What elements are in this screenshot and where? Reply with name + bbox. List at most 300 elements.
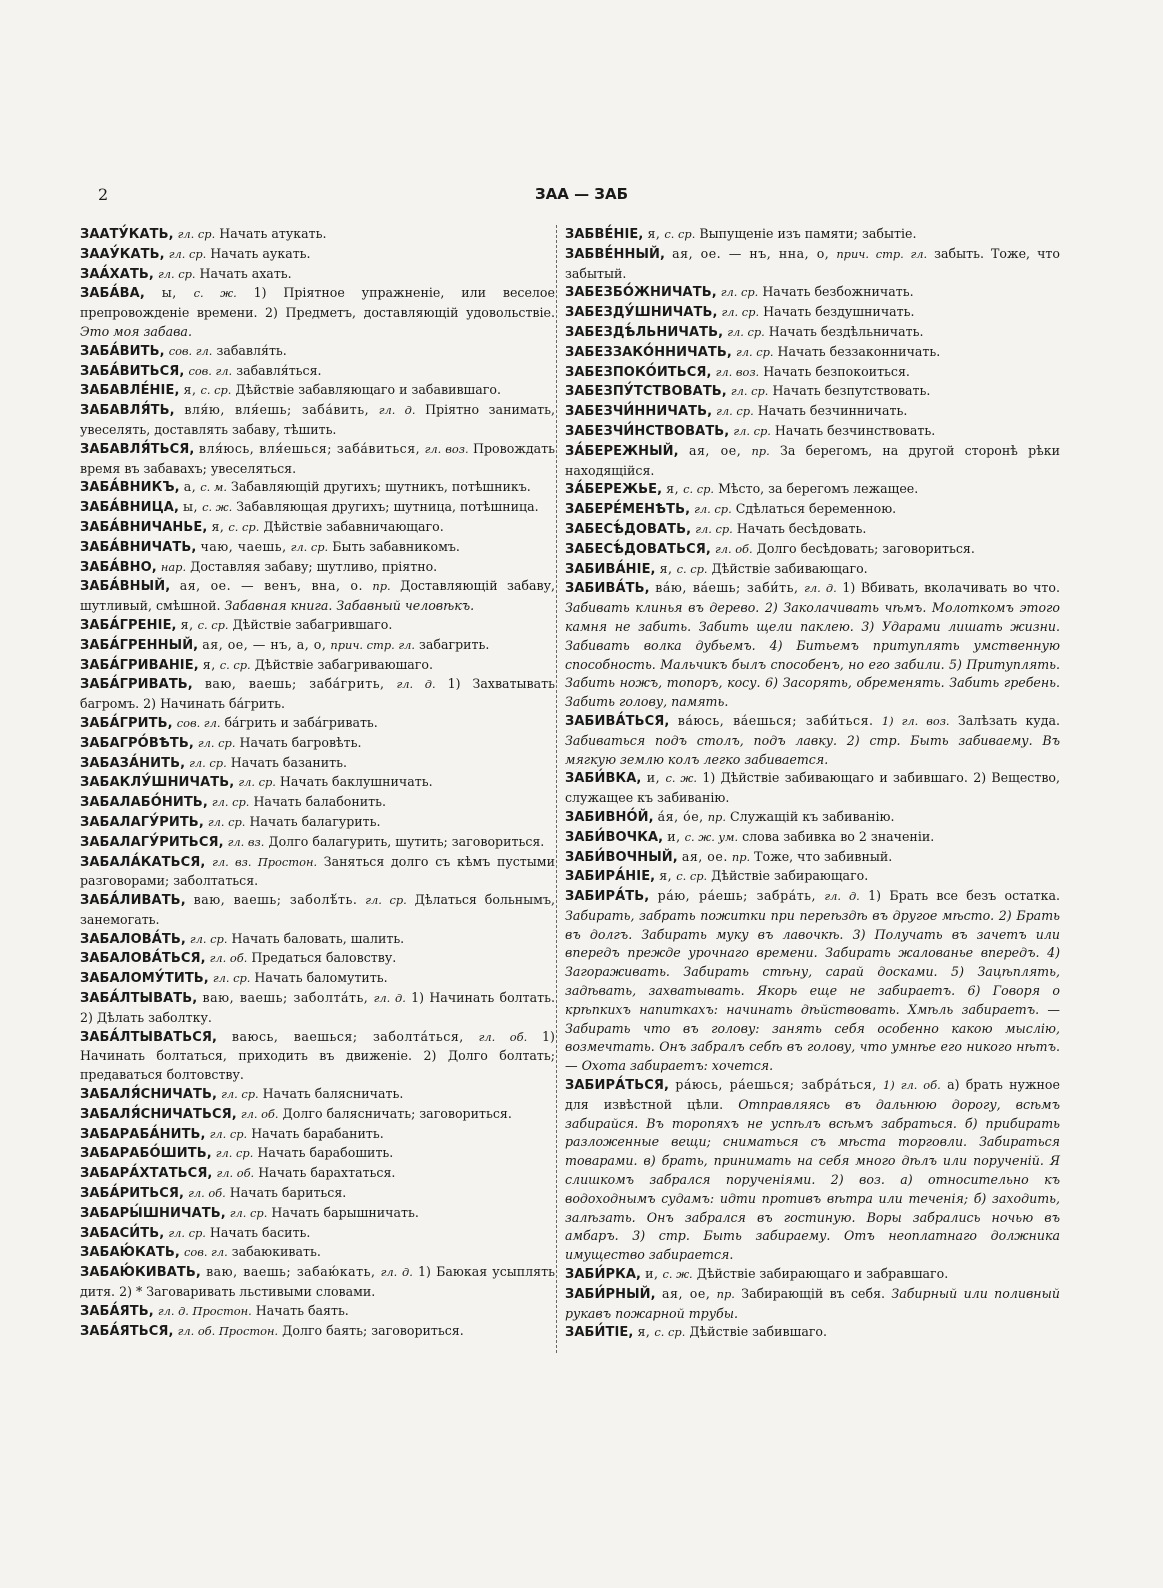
- headword: ЗАБАЛА́КАТЬСЯ,: [80, 854, 206, 870]
- grammar-label: гл. ср.: [189, 755, 227, 770]
- grammar-label: гл. ср.: [238, 775, 276, 790]
- headword: ЗАБА́ГРИТЬ,: [80, 715, 173, 731]
- dictionary-entry: [80, 245, 555, 265]
- headword: ЗАБИРА́ТЬСЯ,: [565, 1078, 670, 1094]
- dictionary-entry: [565, 769, 1060, 808]
- headword: ЗАБА́ВИТЬ,: [80, 343, 165, 359]
- dictionary-entry: [80, 1224, 555, 1244]
- grammar-label: 1) гл. воз.: [881, 713, 950, 728]
- grammar-label: гл. д.: [804, 581, 837, 596]
- headword: ЗАБАЛАГУ́РИТЬ,: [80, 814, 204, 830]
- headword: ЗАБЕРЕ́МЕНѢТЬ,: [565, 502, 691, 518]
- headword: ЗАБАГРО́ВѢТЬ,: [80, 735, 194, 751]
- definition: Начать бариться.: [229, 1185, 347, 1201]
- grammar-label: с. ср.: [219, 657, 251, 672]
- grammar-label: сов. гл.: [176, 715, 221, 730]
- definition: а) брать нужное для извѣстной цѣли.: [565, 1077, 1060, 1112]
- grammar-label: гл. д.: [380, 1265, 413, 1280]
- definition: 1) Брать все безъ остатка.: [868, 888, 1061, 904]
- headword: ЗАБА́ЛТЫВАТЬ,: [80, 991, 198, 1007]
- grammar-label: гл. ср.: [720, 285, 759, 300]
- definition: Провождать время въ забавахъ; увеселяться.: [80, 440, 555, 476]
- headword: ЗАБА́РИТЬСЯ,: [80, 1186, 185, 1202]
- dictionary-entry: [80, 498, 555, 518]
- dictionary-entry: [565, 828, 1060, 848]
- headword: ЗАБАРА́ХТАТЬСЯ,: [80, 1166, 213, 1182]
- grammar-label: гл. ср.: [694, 502, 732, 517]
- dictionary-entry: [80, 1164, 555, 1184]
- definition: 1) Начинать болтать. 2) Дѣлать заболтку.: [80, 990, 555, 1025]
- headword: ЗАБЕЗДУ́ШНИЧАТЬ,: [565, 305, 718, 321]
- definition: забыть. Тоже, что забытый.: [565, 245, 1060, 281]
- headword: ЗАБЕЗПУ́ТСТВОВАТЬ,: [565, 384, 727, 400]
- inflection: я,: [637, 1324, 651, 1340]
- inflection: я,: [666, 481, 680, 497]
- grammar-label: гл. воз.: [715, 364, 760, 379]
- dictionary-entry: [565, 363, 1060, 383]
- inflection: ая, ое, — нъ, а, о,: [202, 636, 327, 652]
- definition: Начать баломутить.: [254, 970, 388, 986]
- definition: Долго балагурить, шутить; заговориться.: [268, 833, 545, 849]
- inflection: я,: [659, 868, 673, 884]
- grammar-label: с. ср.: [228, 519, 260, 534]
- headword: ЗАБЕЗДѢ́ЛЬНИЧАТЬ,: [565, 324, 724, 340]
- inflection: ая, ое,: [688, 442, 742, 458]
- inflection: я,: [647, 226, 661, 241]
- example: Забавная книга. Забавный человѣкъ.: [224, 598, 475, 614]
- dictionary-entry: [565, 560, 1060, 580]
- definition: Сдѣлаться беременною.: [735, 501, 897, 517]
- definition: Дѣйствіе забавничающаго.: [263, 518, 444, 534]
- definition: Начать баклушничать.: [279, 774, 433, 790]
- definition: 1) Захватывать багромъ. 2) Начинать ба́грить.: [80, 676, 555, 712]
- dictionary-entry: [80, 265, 555, 285]
- dictionary-entry: [565, 303, 1060, 323]
- inflection: а́я, о́е,: [657, 808, 704, 824]
- headword: ЗАБАРЫ́ШНИЧАТЬ,: [80, 1205, 226, 1221]
- dictionary-entry: [80, 440, 555, 479]
- dictionary-entry: [80, 1302, 555, 1322]
- headword: ЗАБИВНО́Й,: [565, 809, 654, 825]
- dictionary-entry: [565, 245, 1060, 284]
- definition: Дѣйствіе забивающаго.: [711, 560, 868, 576]
- headword: ЗАБАВЛЯ́ТЬ,: [80, 403, 175, 419]
- definition: Начать барахтаться.: [258, 1165, 396, 1181]
- dictionary-entry: [80, 1144, 555, 1164]
- grammar-label: гл. вз.: [227, 834, 265, 849]
- grammar-label: гл. д.: [373, 991, 406, 1006]
- headword: ЗАБАЛОВА́ТЬСЯ,: [80, 951, 206, 967]
- definition: Начать барышничать.: [271, 1204, 419, 1220]
- page-number: 2: [98, 185, 109, 204]
- dictionary-entry: [80, 656, 555, 676]
- dictionary-entry: [565, 1265, 1060, 1285]
- dictionary-entry: [80, 381, 555, 401]
- headword: ЗАБИ́ТІЕ,: [565, 1325, 634, 1341]
- grammar-label: с. ж.: [193, 286, 237, 301]
- grammar-label: с. ж. ум.: [684, 829, 739, 844]
- headword: ЗАБАКЛУ́ШНИЧАТЬ,: [80, 775, 235, 791]
- definition: Начать балясничать.: [262, 1086, 404, 1102]
- grammar-label: прич. стр. гл.: [330, 637, 416, 652]
- headword: ЗАБИРА́НІЕ,: [565, 869, 656, 885]
- headword: ЗАБА́ВНЫЙ,: [80, 579, 171, 595]
- dictionary-entry: [80, 930, 555, 950]
- inflection: ы,: [161, 285, 177, 301]
- dictionary-entry: [565, 1323, 1060, 1343]
- dictionary-entry: [565, 867, 1060, 887]
- dictionary-entry: [80, 401, 555, 440]
- grammar-label: пр.: [731, 849, 751, 864]
- inflection: я,: [211, 518, 225, 534]
- definition: Долго балясничать; заговориться.: [282, 1105, 512, 1121]
- dictionary-entry: [565, 323, 1060, 343]
- example: Это моя забава.: [80, 323, 192, 339]
- inflection: ваю, ваешь; забаю́кать,: [206, 1264, 376, 1280]
- grammar-label: с. ср.: [683, 482, 715, 497]
- grammar-label: гл. ср.: [168, 246, 207, 261]
- grammar-label: гл. ср.: [157, 266, 196, 281]
- grammar-label: гл. ср.: [212, 971, 251, 986]
- grammar-label: гл. ср.: [207, 814, 246, 829]
- definition: Забавляющая другихъ; шутница, потѣшница.: [236, 499, 539, 515]
- definition: Начать безчинничать.: [757, 403, 908, 419]
- headword: ЗАБА́ВНИКЪ,: [80, 480, 180, 496]
- headword: ЗАБА́ГРЕНІЕ,: [80, 617, 177, 633]
- dictionary-entry: [565, 422, 1060, 442]
- grammar-label: пр.: [707, 809, 726, 824]
- page-header: [0, 185, 1163, 209]
- inflection: ва́юсь, ва́ешься; заби́ться.: [677, 712, 874, 728]
- definition: Мѣсто, за берегомъ лежащее.: [718, 481, 919, 497]
- headword: ЗАБИ́РНЫЙ,: [565, 1286, 656, 1302]
- dictionary-entry: [565, 540, 1060, 560]
- dictionary-entry: [80, 636, 555, 656]
- headword: ЗАБА́ГРЕННЫЙ,: [80, 637, 199, 653]
- dictionary-entry: [565, 283, 1060, 303]
- definition: Забавляющій другихъ; шутникъ, потѣшникъ.: [230, 479, 531, 495]
- headword: ЗАБАЛАБО́НИТЬ,: [80, 795, 208, 811]
- definition: 1) Баюкая усыплять дитя. 2) * Заговаривать льстивыми словами.: [80, 1264, 555, 1300]
- definition: Начать балабонить.: [253, 794, 386, 810]
- grammar-label: с. ср.: [664, 227, 696, 241]
- dictionary-entry: [565, 343, 1060, 363]
- dictionary-entry: [565, 712, 1060, 769]
- headword: ЗАБАРАБО́ШИТЬ,: [80, 1146, 212, 1162]
- grammar-label: нар.: [160, 559, 187, 574]
- grammar-label: гл. ср.: [721, 305, 760, 320]
- headword: ЗАБА́ЯТЬСЯ,: [80, 1323, 174, 1339]
- headword: ЗАБИ́ВОЧКА,: [565, 829, 664, 845]
- grammar-label: 1) гл. об.: [883, 1078, 941, 1093]
- definition: 1) Дѣйствіе забивающаго и забившаго. 2) Вещество, служащее къ забиванію.: [565, 770, 1060, 806]
- dictionary-entry: [80, 1322, 555, 1342]
- grammar-label: с. ср.: [676, 869, 708, 884]
- running-head: ЗАА — ЗАБ: [534, 185, 629, 203]
- dictionary-entry: [80, 225, 555, 245]
- definition: Дѣлаться больнымъ, занемогать.: [80, 892, 555, 927]
- definition: Предаться баловству.: [251, 950, 397, 966]
- definition: Заняться долго съ кѣмъ пустыми разговорами; заболтаться.: [80, 853, 555, 889]
- grammar-label: гл. вз. Простон.: [212, 854, 318, 869]
- grammar-label: гл. ср.: [229, 1205, 268, 1220]
- inflection: ра́ю, ра́ешь; забра́ть,: [657, 888, 817, 904]
- definition: Начать басить.: [209, 1224, 311, 1240]
- definition: слова забивка во 2 значеніи.: [742, 828, 935, 844]
- inflection: и,: [667, 828, 681, 844]
- grammar-label: с. ср.: [654, 1325, 686, 1340]
- dictionary-entry: [80, 1204, 555, 1224]
- inflection: ваю, ваешь; заба́грить,: [204, 676, 385, 692]
- headword: ЗАБАВЛЯ́ТЬСЯ,: [80, 441, 195, 457]
- grammar-label: сов. гл.: [183, 1245, 228, 1260]
- headword: ЗАБАВЛЕ́НІЕ,: [80, 383, 180, 399]
- headword: ЗАБА́ВНИЧАТЬ,: [80, 539, 197, 555]
- dictionary-entry: [80, 538, 555, 558]
- grammar-label: гл. ср.: [716, 404, 754, 419]
- dictionary-entry: [565, 480, 1060, 500]
- dictionary-entry: [565, 402, 1060, 422]
- grammar-label: гл. д.: [378, 403, 416, 418]
- dictionary-entry: [80, 989, 555, 1028]
- headword: ЗАБЕСѢ́ДОВАТЬ,: [565, 521, 692, 537]
- example: Забивать клинья въ дерево. 2) Заколачивать чѣмъ. Молоткомъ этого камня не забить. Забить щели паклею. 3) Ударами лишать жизни. Забивать волка дубьемъ. 4) Битьемъ притуплять умственную способность. Мальчикъ былъ способенъ, но его забили. 5) Притуплять. Забить ножъ, топоръ, косу. 6) Засорять, обременять. Забить гребень. Забить голову, память.: [565, 600, 1060, 710]
- inflection: ваю, ваешь; заболта́ть,: [202, 990, 369, 1006]
- grammar-label: гл. д. Простон.: [157, 1303, 252, 1318]
- grammar-label: сов. гл.: [168, 343, 213, 358]
- inflection: ра́юсь, ра́ешься; забра́ться,: [675, 1077, 877, 1093]
- grammar-label: с. м.: [200, 480, 227, 495]
- headword: ЗАБАЛОВА́ТЬ,: [80, 931, 186, 947]
- inflection: я,: [180, 616, 194, 632]
- dictionary-entry: [80, 1263, 555, 1302]
- headword: ЗАБЕСѢ́ДОВАТЬСЯ,: [565, 541, 711, 557]
- definition: забавля́ться.: [236, 362, 322, 378]
- dictionary-entry: [80, 773, 555, 793]
- grammar-label: гл. ср.: [215, 1146, 254, 1161]
- definition: Начать базанить.: [230, 754, 347, 770]
- definition: Начать барабошить.: [257, 1145, 394, 1161]
- dictionary-entry: [565, 500, 1060, 520]
- headword: ЗАБИВА́НІЕ,: [565, 561, 656, 577]
- definition: Пріятно занимать, увеселять, доставлять забаву, тѣшить.: [80, 402, 555, 437]
- headword: ЗАБВЕ́ННЫЙ,: [565, 246, 666, 262]
- dictionary-entry: [80, 577, 555, 616]
- grammar-label: с. ж.: [665, 771, 697, 786]
- headword: ЗАБА́ЯТЬ,: [80, 1303, 154, 1319]
- headword: ЗАБА́ГРИВАТЬ,: [80, 677, 193, 693]
- headword: ЗА́БЕРЕЖНЫЙ,: [565, 443, 679, 459]
- dictionary-entry: [80, 342, 555, 362]
- headword: ЗАБИРА́ТЬ,: [565, 889, 650, 905]
- left-column: [80, 225, 555, 1341]
- headword: ЗА́БЕРЕЖЬЕ,: [565, 482, 663, 498]
- definition: забагрить.: [419, 636, 490, 652]
- grammar-label: гл. ср.: [197, 735, 236, 750]
- dictionary-entry: [80, 362, 555, 382]
- definition: Начать безпокоиться.: [763, 363, 910, 379]
- grammar-label: с. ср.: [200, 383, 232, 398]
- dictionary-entry: [80, 969, 555, 989]
- definition: Начать бездушничать.: [763, 304, 915, 320]
- headword: ЗАБА́ГРИВАНІЕ,: [80, 657, 199, 673]
- definition: ба́грить и заба́гривать.: [224, 714, 378, 730]
- dictionary-entry: [565, 520, 1060, 540]
- headword: ЗАБА́ВНО,: [80, 559, 157, 575]
- grammar-label: гл. ср.: [189, 931, 228, 946]
- definition: Доставляя забаву; шутливо, пріятно.: [190, 558, 438, 574]
- dictionary-entry: [80, 1028, 555, 1085]
- dictionary-entry: [80, 1085, 555, 1105]
- dictionary-entry: [80, 1105, 555, 1125]
- dictionary-entry: [80, 616, 555, 636]
- dictionary-entry: [80, 1184, 555, 1204]
- definition: Дѣйствіе забагрившаго.: [232, 616, 393, 632]
- headword: ЗАБИВА́ТЬСЯ,: [565, 713, 670, 729]
- grammar-label: гл. ср.: [168, 1225, 206, 1240]
- dictionary-entry: [80, 949, 555, 969]
- grammar-label: гл. д.: [396, 677, 436, 692]
- definition: Тоже, что забивный.: [754, 848, 893, 864]
- definition: Начать аукать.: [210, 245, 311, 261]
- headword: ЗАБИ́РКА,: [565, 1267, 642, 1283]
- inflection: и,: [645, 1266, 659, 1282]
- grammar-label: прич. стр. гл.: [836, 246, 928, 261]
- example: Забирный или поливный рукавъ пожарной трубы.: [565, 1285, 1060, 1321]
- grammar-label: гл. ср.: [177, 227, 216, 241]
- grammar-label: гл. д.: [824, 889, 860, 904]
- dictionary-entry: [80, 813, 555, 833]
- inflection: ая, ое,: [662, 1285, 711, 1301]
- headword: ЗАБАЛЯ́СНИЧАТЬСЯ,: [80, 1106, 237, 1122]
- definition: Дѣйствіе забирающаго.: [711, 868, 869, 884]
- dictionary-entry: [80, 891, 555, 930]
- definition: Начать бездѣльничать.: [768, 323, 924, 339]
- grammar-label: пр.: [372, 579, 391, 594]
- grammar-label: гл. ср.: [211, 795, 250, 810]
- definition: Начать атукать.: [219, 226, 327, 241]
- inflection: я,: [659, 560, 673, 576]
- headword: ЗАБА́ЛТЫВАТЬСЯ,: [80, 1029, 218, 1045]
- headword: ЗАБА́ВНИЦА,: [80, 500, 179, 516]
- headword: ЗААТУ́КАТЬ,: [80, 227, 174, 242]
- grammar-label: гл. об.: [216, 1166, 255, 1181]
- dictionary-entry: [80, 518, 555, 538]
- definition: забаюкивать.: [231, 1244, 321, 1260]
- dictionary-entry: [565, 1285, 1060, 1324]
- headword: ЗАБА́ВИТЬСЯ,: [80, 363, 185, 379]
- definition: 1) Пріятное упражненіе, или веселое препровожденіе времени. 2) Предметъ, доставляющій удовольствіе.: [80, 285, 555, 321]
- dictionary-entry: [80, 1243, 555, 1263]
- grammar-label: гл. ср.: [290, 539, 329, 554]
- inflection: чаю, чаешь,: [200, 538, 287, 554]
- grammar-label: гл. ср.: [365, 893, 407, 908]
- inflection: ваюсь, ваешься; заболта́ться,: [231, 1028, 464, 1044]
- definition: За берегомъ, на другой сторонѣ рѣки находящійся.: [565, 442, 1060, 478]
- definition: Дѣйствіе забагриваюшаго.: [254, 656, 433, 672]
- dictionary-entry: [80, 833, 555, 853]
- grammar-label: с. ср.: [197, 617, 229, 632]
- definition: Доставляющій забаву, шутливый, смѣшной.: [80, 578, 555, 614]
- grammar-label: с. ж.: [662, 1267, 693, 1282]
- headword: ЗАБАРАБА́НИТЬ,: [80, 1126, 206, 1142]
- dictionary-entry: [80, 853, 555, 892]
- column-divider: [556, 225, 557, 1353]
- dictionary-entry: [565, 382, 1060, 402]
- dictionary-entry: [565, 225, 1060, 245]
- grammar-label: гл. ср.: [695, 521, 733, 536]
- dictionary-entry: [80, 1125, 555, 1145]
- inflection: ваю, ваешь; заболѣ́ть.: [193, 892, 358, 908]
- grammar-label: гл. ср.: [727, 324, 765, 339]
- headword: ЗАБИ́ВОЧНЫЙ,: [565, 849, 678, 865]
- grammar-label: гл. ср.: [209, 1126, 248, 1141]
- headword: ЗАБАЛОМУ́ТИТЬ,: [80, 971, 209, 987]
- dictionary-entry: [80, 478, 555, 498]
- dictionary-entry: [565, 848, 1060, 868]
- headword: ЗАБАЮ́КАТЬ,: [80, 1245, 180, 1261]
- inflection: вля́юсь, вля́ешься; заба́виться,: [198, 440, 421, 456]
- inflection: и,: [646, 770, 661, 786]
- dictionary-entry: [80, 675, 555, 714]
- definition: Начать баять.: [255, 1302, 349, 1318]
- dictionary-entry: [565, 579, 1060, 712]
- inflection: ая, ое.: [681, 848, 728, 864]
- headword: ЗАБЕЗЗАКО́ННИЧАТЬ,: [565, 344, 732, 360]
- definition: Начать беззаконничать.: [777, 343, 941, 359]
- example: Отправляясь въ дальнюю дорогу, всѣмъ забирайся. Въ торопяхъ не успѣлъ всѣмъ забраться. б) прибирать разложенные вещи; сниматься съ мѣста торговли. Забираться товарами. в) брать, принимать на себя много дѣлъ или порученій. Я слишкомъ забрался порученіями. 2) воз. а) относительно къ водоходнымъ судамъ: идти противъ вѣтра или теченія; б) заходить, залѣзать. Онъ забрался въ гостиную. Воры забрались ночью въ амбаръ. 3) стр. Быть забираему. Отъ неоплатнаго должника имущество забирается.: [565, 1096, 1060, 1263]
- headword: ЗАБИ́ВКА,: [565, 771, 642, 787]
- definition: Долго бесѣдовать; заговориться.: [756, 540, 975, 556]
- inflection: а,: [183, 479, 197, 495]
- headword: ЗАА́ХАТЬ,: [80, 266, 154, 282]
- definition: Начать бесѣдовать.: [736, 520, 867, 536]
- grammar-label: с. ж.: [202, 500, 233, 515]
- headword: ЗАБИВА́ТЬ,: [565, 581, 650, 597]
- headword: ЗАБА́ВА,: [80, 286, 145, 302]
- headword: ЗАБАЛЯ́СНИЧАТЬ,: [80, 1087, 218, 1103]
- headword: ЗАБЕЗПОКО́ИТЬСЯ,: [565, 364, 712, 380]
- inflection: я,: [202, 656, 216, 672]
- dictionary-entry: [80, 734, 555, 754]
- definition: Быть забавникомъ.: [332, 538, 460, 554]
- inflection: вля́ю, вля́ешь; заба́вить,: [184, 402, 370, 418]
- grammar-label: гл. ср.: [733, 423, 771, 438]
- headword: ЗАБА́ЛИВАТЬ,: [80, 893, 186, 909]
- dictionary-entry: [80, 754, 555, 774]
- example: Забиваться подъ столъ, подъ лавку. 2) стр. Быть забиваему. Въ мягкую землю колъ легко забивается.: [565, 732, 1060, 767]
- grammar-label: с. ср.: [676, 561, 708, 576]
- inflection: ая, ое. — венъ, вна, о.: [179, 578, 363, 594]
- grammar-label: гл. воз.: [424, 441, 469, 456]
- grammar-label: гл. ср.: [735, 344, 774, 359]
- dictionary-entry: [80, 793, 555, 813]
- inflection: ая, ое. — нъ, нна, о,: [672, 245, 830, 261]
- definition: Долго баять; заговориться.: [282, 1322, 464, 1338]
- headword: ЗААУ́КАТЬ,: [80, 246, 165, 262]
- grammar-label: гл. об.: [478, 1029, 528, 1044]
- right-column: [565, 225, 1060, 1343]
- grammar-label: пр.: [716, 1286, 735, 1301]
- grammar-label: гл. об.: [714, 541, 753, 556]
- inflection: ы,: [183, 499, 199, 515]
- definition: Начать безбожничать.: [762, 284, 914, 300]
- grammar-label: гл. об.: [188, 1186, 226, 1201]
- grammar-label: пр.: [751, 443, 770, 458]
- grammar-label: сов. гл.: [188, 363, 233, 378]
- example: Забирать, забрать пожитки при переѣздѣ въ другое мѣсто. 2) Брать въ долгъ. Забирать муку въ лавочкѣ. 3) Получать въ зачетъ или впередъ прежде урочнаго времени. Забирать жалованье впередъ. 4) Загораживать. Забирать стѣну, сарай досками. 5) Зацѣплять, задѣвать, захватывать. Якорь еще не забираетъ. 6) Говоря о крѣпкихъ напиткахъ: начинать дѣйствовать. Хмѣль забираетъ. — Забирать что въ голову: занять себя особенно какою мыслію, возмечтать. Онъ забралъ себѣ въ голову, что умнѣе его никого нѣтъ. — Охота забираетъ: хочется.: [565, 907, 1060, 1074]
- definition: Начать безпутствовать.: [772, 383, 931, 399]
